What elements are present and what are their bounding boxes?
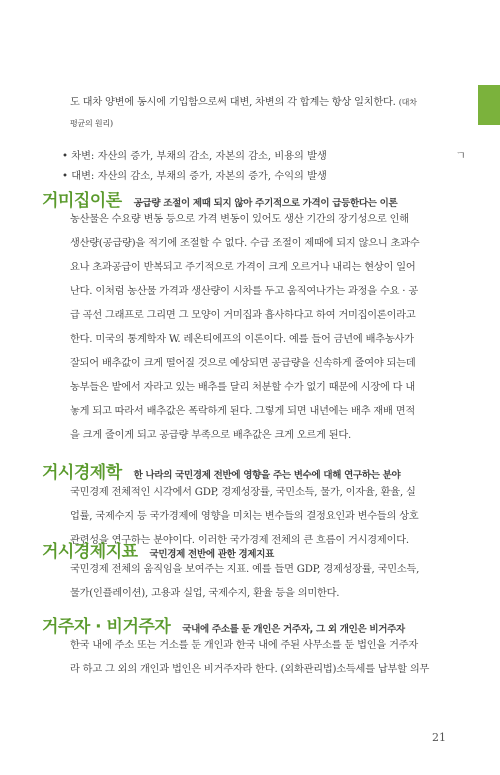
entry-definition: 한 나라의 국민경제 전반에 영향을 주는 변수에 대해 연구하는 분야 (133, 470, 401, 481)
body-line: 물가(인플레이션), 고용과 실업, 국제수지, 환율 등을 의미한다. (70, 588, 340, 599)
body-line: 국민경제 전체적인 시각에서 GDP, 경제성장률, 국민소득, 물가, 이자율, 환율, 실 (70, 487, 416, 498)
intro-line-1-main: 도 대차 양변에 동시에 기입함으로써 대변, 차변의 각 합계는 항상 일치한다. (70, 97, 396, 108)
intro-line-1-note: (대차 (398, 98, 417, 107)
list-item: • 대변: 자산의 감소, 부채의 증가, 자본의 증가, 수익의 발생 (62, 171, 327, 182)
body-line: 농부들은 밭에서 자라고 있는 배추를 달리 처분할 수가 없기 때문에 시장에 다 내 (70, 382, 415, 393)
section-tab-letter: ㄱ (455, 149, 466, 162)
entry-definition: 공급량 조절이 제때 되지 않아 주기적으로 가격이 급등한다는 이론 (133, 198, 398, 209)
page-number: 21 (432, 731, 446, 744)
entry-body (70, 208, 430, 448)
body-line: 국민경제 전체의 움직임을 보여주는 지표. 예를 들면 GDP, 경제성장률, 국민소득, (70, 564, 420, 575)
entry-term: 거시경제지표 (42, 542, 138, 562)
list-item: • 차변: 자산의 증가, 부채의 감소, 자본의 감소, 비용의 발생 (62, 151, 327, 162)
entry-term: 거주자 · 비거주자 (42, 617, 171, 637)
entry-body (70, 558, 430, 606)
section-tab (478, 85, 500, 125)
body-line: 한다. 미국의 통계학자 W. 레온티에프의 이론이다. 예를 들어 금년에 배추농사가 (70, 334, 414, 345)
entry-term: 거시경제학 (42, 463, 122, 483)
entry-definition: 국민경제 전반에 관한 경제지표 (149, 549, 274, 560)
intro-paragraph (70, 91, 430, 133)
body-line: 급 곡선 그래프로 그리면 그 모양이 거미집과 흡사하다고 하여 거미집이론이라고 (70, 310, 416, 321)
entry-body (70, 634, 430, 682)
body-line: 요나 초과공급이 반복되고 주기적으로 가격이 크게 오르거나 내리는 현상이 일어 (70, 262, 416, 273)
body-line: 을 크게 줄이게 되고 공급량 부족으로 배추값은 크게 오르게 된다. (70, 430, 352, 441)
entry-definition: 국내에 주소를 둔 개인은 거주자, 그 외 개인은 비거주자 (182, 624, 405, 635)
body-line: 관련성을 연구하는 분야이다. 이러한 국가경제 전체의 큰 흐름이 거시경제이다. (70, 535, 409, 546)
body-line: 생산량(공급량)을 적기에 조절할 수 없다. 수급 조절이 제때에 되지 않으니 초과수 (70, 238, 420, 249)
body-line: 업률, 국제수지 등 국가경제에 영향을 미치는 변수들의 결정요인과 변수들의 상호 (70, 511, 419, 522)
body-line: 잘되어 배추값이 크게 떨어질 것으로 예상되면 공급량을 신속하게 줄여야 되는데 (70, 358, 416, 369)
debit-credit-list (62, 147, 432, 187)
body-line: 놓게 되고 따라서 배추값은 폭락하게 된다. 그렇게 되면 내년에는 배추 재배 면적 (70, 406, 415, 417)
body-line: 난다. 이처럼 농산물 가격과 생산량이 시차를 두고 움직여나가는 과정을 수요 · 공 (70, 286, 419, 297)
entry-term: 거미집이론 (42, 191, 122, 211)
intro-line-2-note: 평균의 원리) (70, 119, 113, 128)
body-line: 한국 내에 주소 또는 거소를 둔 개인과 한국 내에 주된 사무소를 둔 법인을 거주자 (70, 640, 419, 651)
entry-heading (42, 458, 400, 483)
body-line: 라 하고 그 외의 개인과 법인은 비거주자라 한다. (외화관리법)소득세를 납부할 의무 (70, 664, 430, 675)
body-line: 농산물은 수요량 변동 등으로 가격 변동이 있어도 생산 기간의 장기성으로 인해 (70, 214, 409, 225)
intro-line-1 (70, 91, 430, 115)
